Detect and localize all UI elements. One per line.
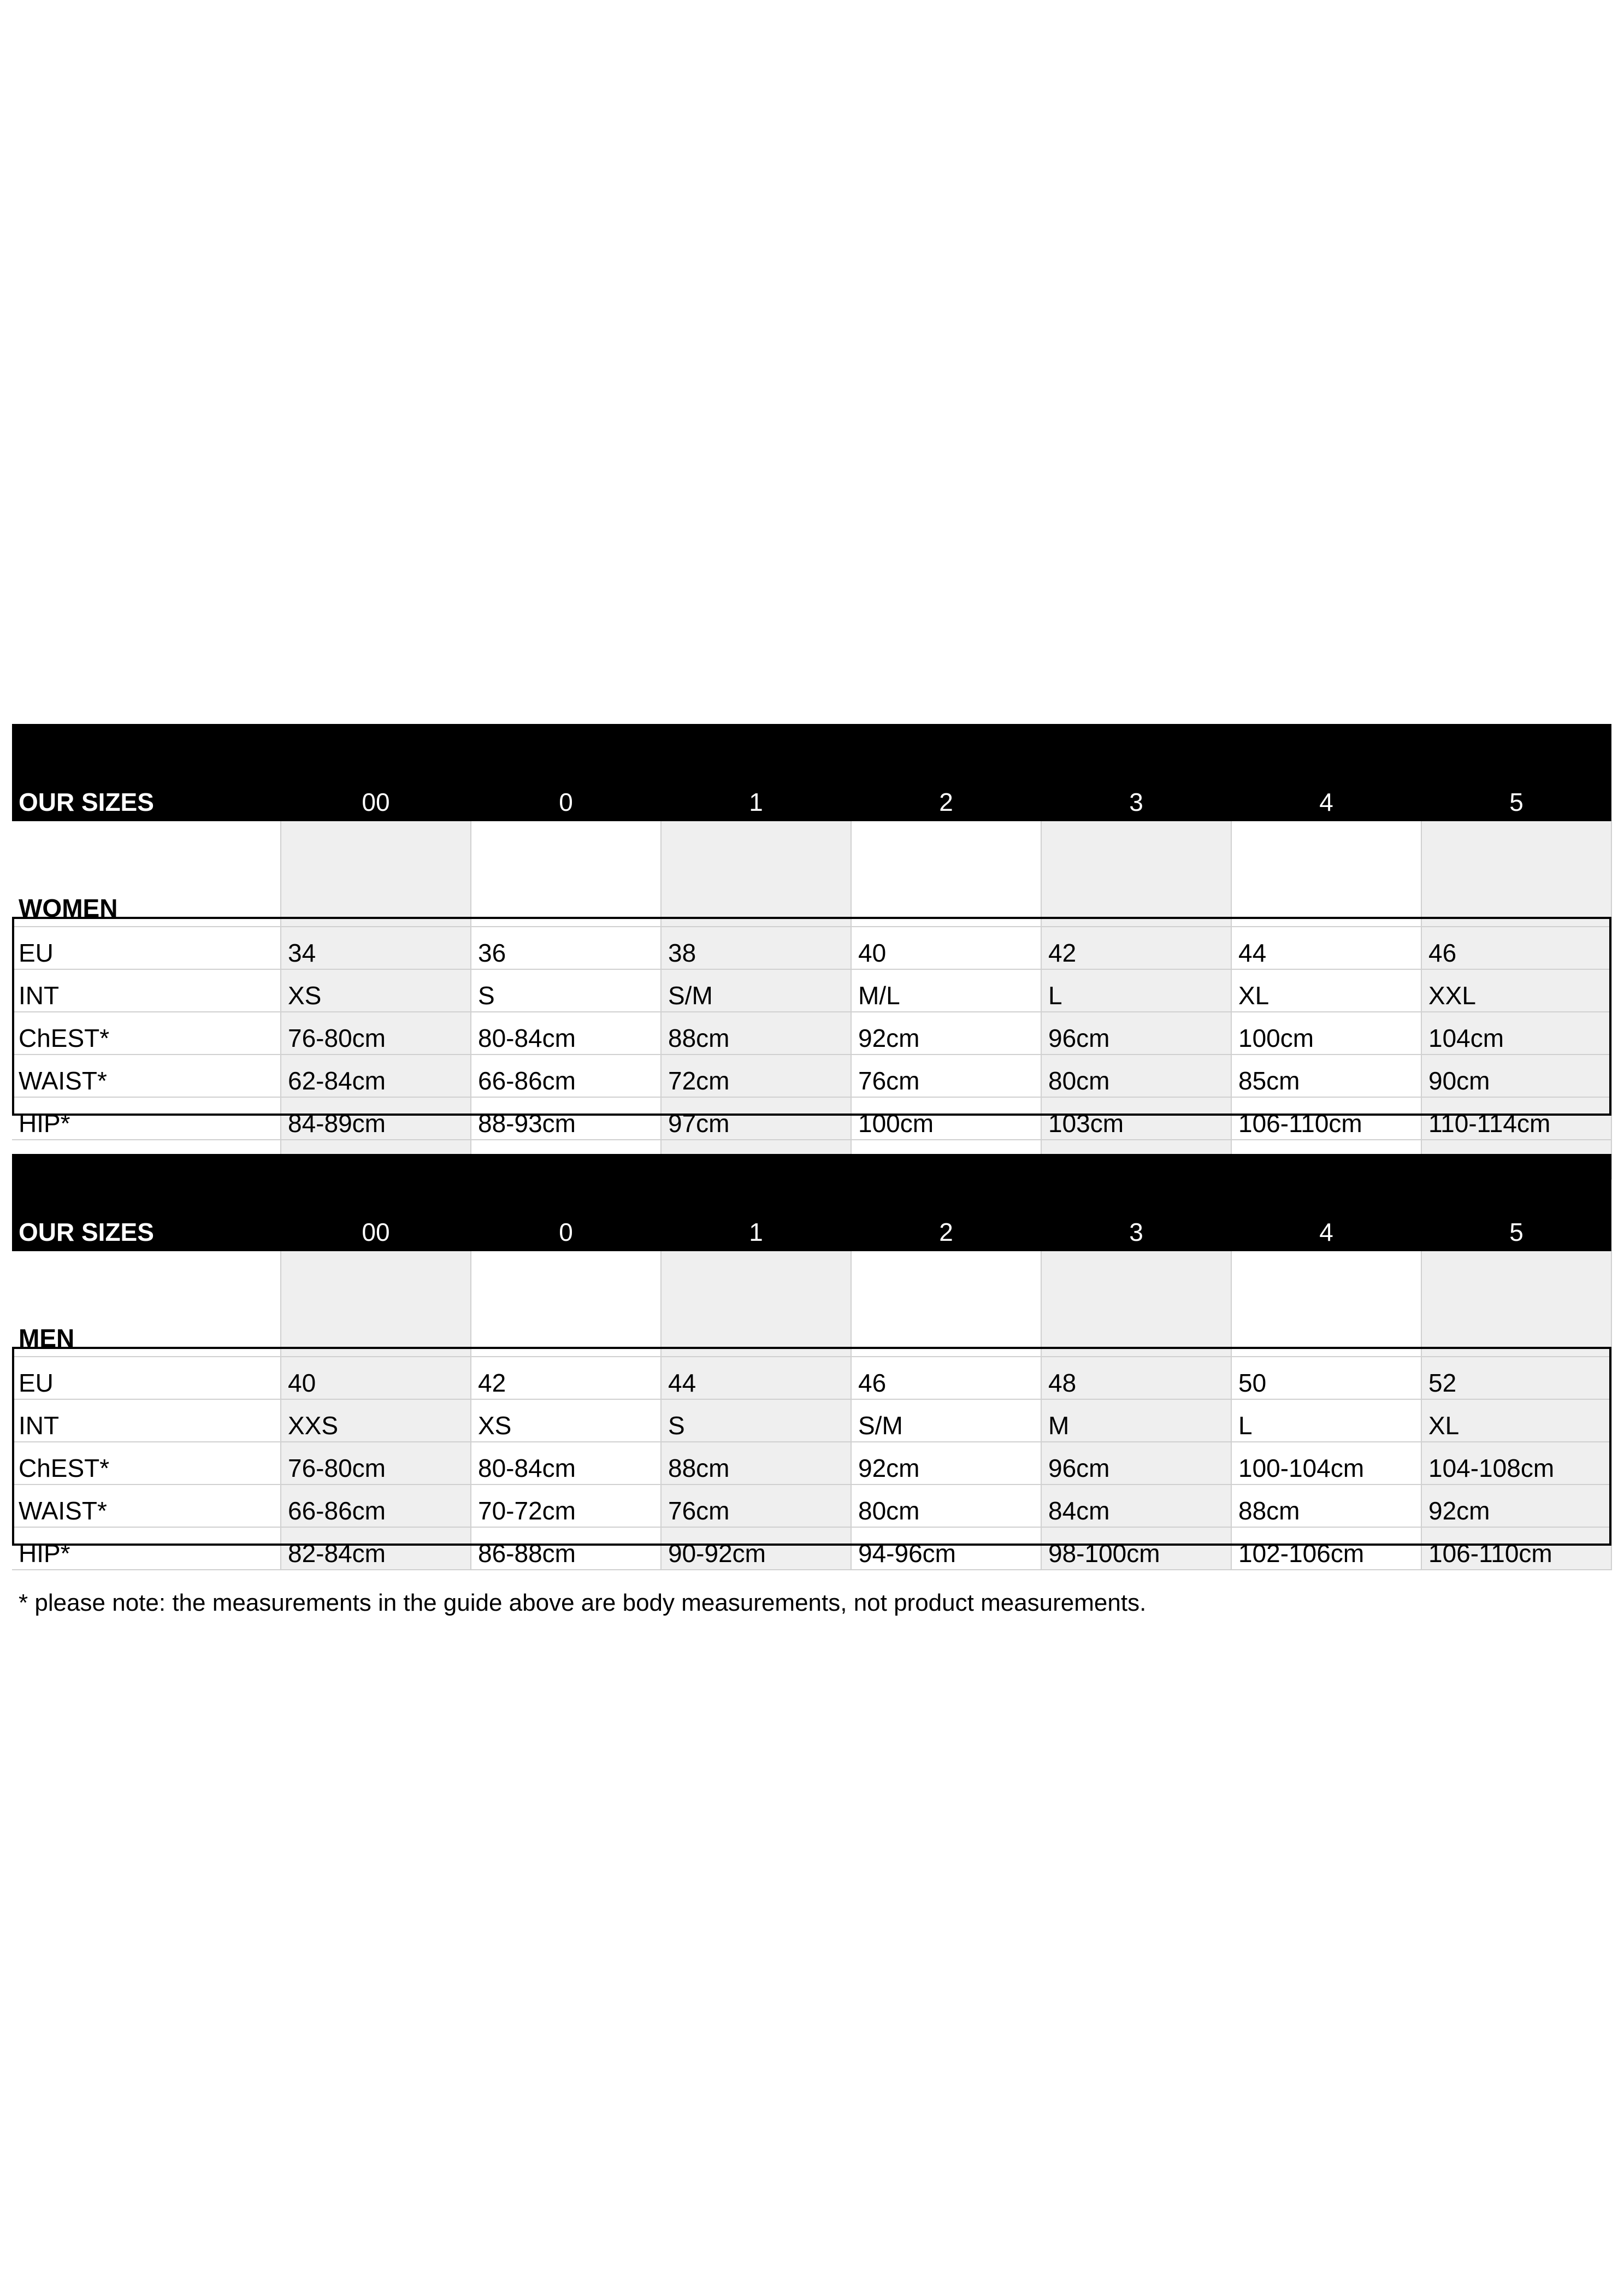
empty-cell <box>661 1251 851 1357</box>
table-cell: 50 <box>1231 1357 1421 1399</box>
table-cell: 66-86cm <box>281 1484 471 1527</box>
table-cell: 40 <box>851 927 1041 969</box>
table-cell: 72cm <box>661 1054 851 1097</box>
table-cell: 92cm <box>851 1012 1041 1054</box>
table-cell: 62-84cm <box>281 1054 471 1097</box>
table-cell: 76cm <box>851 1054 1041 1097</box>
table-cell: L <box>1231 1399 1421 1442</box>
men-size-table <box>12 1154 1612 1570</box>
table-cell: 85cm <box>1231 1054 1421 1097</box>
table-cell: 92cm <box>851 1442 1041 1484</box>
table-cell: 86-88cm <box>471 1527 661 1570</box>
table-cell: 70-72cm <box>471 1484 661 1527</box>
women-header-row <box>12 724 1611 821</box>
table-cell: 76-80cm <box>281 1012 471 1054</box>
table-cell: 40 <box>281 1357 471 1399</box>
table-row <box>12 1442 1611 1484</box>
table-cell: 46 <box>851 1357 1041 1399</box>
table-cell: 44 <box>1231 927 1421 969</box>
table-cell: 46 <box>1421 927 1611 969</box>
size-header: 2 <box>851 1154 1041 1251</box>
table-cell: M/L <box>851 969 1041 1012</box>
empty-cell <box>281 1251 471 1357</box>
table-row <box>12 1484 1611 1527</box>
empty-cell <box>851 821 1041 927</box>
row-label: ChEST* <box>12 1442 281 1484</box>
size-header: 0 <box>471 1154 661 1251</box>
men-section-row <box>12 1251 1611 1357</box>
empty-cell <box>1231 821 1421 927</box>
row-label: HIP* <box>12 1527 281 1570</box>
table-cell: 100-104cm <box>1231 1442 1421 1484</box>
table-cell: 100cm <box>851 1097 1041 1140</box>
table-cell: 80-84cm <box>471 1442 661 1484</box>
table-cell: 52 <box>1421 1357 1611 1399</box>
size-header: 1 <box>661 1154 851 1251</box>
table-cell: S/M <box>851 1399 1041 1442</box>
size-header: 3 <box>1041 1154 1231 1251</box>
table-cell: 106-110cm <box>1421 1527 1611 1570</box>
size-header: 0 <box>471 724 661 821</box>
size-header: 00 <box>281 1154 471 1251</box>
row-label: INT <box>12 969 281 1012</box>
table-cell: 44 <box>661 1357 851 1399</box>
table-cell: 104cm <box>1421 1012 1611 1054</box>
table-row <box>12 1054 1611 1097</box>
table-row <box>12 969 1611 1012</box>
table-cell: 80cm <box>1041 1054 1231 1097</box>
size-header: 00 <box>281 724 471 821</box>
table-cell: 92cm <box>1421 1484 1611 1527</box>
table-cell: 76-80cm <box>281 1442 471 1484</box>
row-label: EU <box>12 927 281 969</box>
size-header: 3 <box>1041 724 1231 821</box>
men-header-row <box>12 1154 1611 1251</box>
table-cell: 88cm <box>661 1012 851 1054</box>
table-row <box>12 1012 1611 1054</box>
table-cell: S/M <box>661 969 851 1012</box>
table-cell: 96cm <box>1041 1442 1231 1484</box>
size-header: 2 <box>851 724 1041 821</box>
table-cell: M <box>1041 1399 1231 1442</box>
table-cell: 38 <box>661 927 851 969</box>
size-header: 4 <box>1231 1154 1421 1251</box>
table-cell: 76cm <box>661 1484 851 1527</box>
table-cell: 98-100cm <box>1041 1527 1231 1570</box>
table-cell: XL <box>1421 1399 1611 1442</box>
header-label: OUR SIZES <box>12 724 281 821</box>
table-cell: XXS <box>281 1399 471 1442</box>
table-cell: 90-92cm <box>661 1527 851 1570</box>
empty-cell <box>851 1251 1041 1357</box>
size-header: 5 <box>1421 1154 1611 1251</box>
table-cell: XL <box>1231 969 1421 1012</box>
row-label: WAIST* <box>12 1484 281 1527</box>
women-size-table <box>12 724 1612 1180</box>
table-cell: 97cm <box>661 1097 851 1140</box>
row-label: ChEST* <box>12 1012 281 1054</box>
row-label: EU <box>12 1357 281 1399</box>
section-title: MEN <box>12 1251 281 1357</box>
table-cell: XS <box>471 1399 661 1442</box>
table-cell: 42 <box>471 1357 661 1399</box>
table-cell: 42 <box>1041 927 1231 969</box>
table-cell: 94-96cm <box>851 1527 1041 1570</box>
empty-cell <box>471 821 661 927</box>
empty-cell <box>471 1251 661 1357</box>
table-cell: L <box>1041 969 1231 1012</box>
table-row <box>12 1527 1611 1570</box>
table-cell: S <box>471 969 661 1012</box>
section-title: WOMEN <box>12 821 281 927</box>
table-cell: 102-106cm <box>1231 1527 1421 1570</box>
table-row <box>12 1097 1611 1140</box>
empty-cell <box>1421 821 1611 927</box>
table-cell: 48 <box>1041 1357 1231 1399</box>
table-cell: 100cm <box>1231 1012 1421 1054</box>
table-cell: 110-114cm <box>1421 1097 1611 1140</box>
table-row <box>12 927 1611 969</box>
table-cell: S <box>661 1399 851 1442</box>
table-row <box>12 1399 1611 1442</box>
empty-cell <box>1421 1251 1611 1357</box>
footnote: * please note: the measurements in the guide above are body measurements, not product measurements. <box>19 1589 1147 1616</box>
table-cell: XXL <box>1421 969 1611 1012</box>
empty-cell <box>1041 1251 1231 1357</box>
table-cell: 88cm <box>661 1442 851 1484</box>
empty-cell <box>1041 821 1231 927</box>
table-row <box>12 1357 1611 1399</box>
empty-cell <box>661 821 851 927</box>
size-header: 4 <box>1231 724 1421 821</box>
table-cell: 103cm <box>1041 1097 1231 1140</box>
table-cell: 84-89cm <box>281 1097 471 1140</box>
table-cell: 66-86cm <box>471 1054 661 1097</box>
empty-cell <box>281 821 471 927</box>
table-cell: 88cm <box>1231 1484 1421 1527</box>
size-header: 5 <box>1421 724 1611 821</box>
table-cell: 82-84cm <box>281 1527 471 1570</box>
table-cell: 80cm <box>851 1484 1041 1527</box>
table-cell: 34 <box>281 927 471 969</box>
size-header: 1 <box>661 724 851 821</box>
table-cell: 88-93cm <box>471 1097 661 1140</box>
table-cell: 84cm <box>1041 1484 1231 1527</box>
table-cell: 90cm <box>1421 1054 1611 1097</box>
table-cell: 80-84cm <box>471 1012 661 1054</box>
empty-cell <box>1231 1251 1421 1357</box>
table-cell: 106-110cm <box>1231 1097 1421 1140</box>
row-label: HIP* <box>12 1097 281 1140</box>
women-section-row <box>12 821 1611 927</box>
table-cell: 36 <box>471 927 661 969</box>
table-cell: 104-108cm <box>1421 1442 1611 1484</box>
row-label: WAIST* <box>12 1054 281 1097</box>
row-label: INT <box>12 1399 281 1442</box>
header-label: OUR SIZES <box>12 1154 281 1251</box>
table-cell: XS <box>281 969 471 1012</box>
table-cell: 96cm <box>1041 1012 1231 1054</box>
